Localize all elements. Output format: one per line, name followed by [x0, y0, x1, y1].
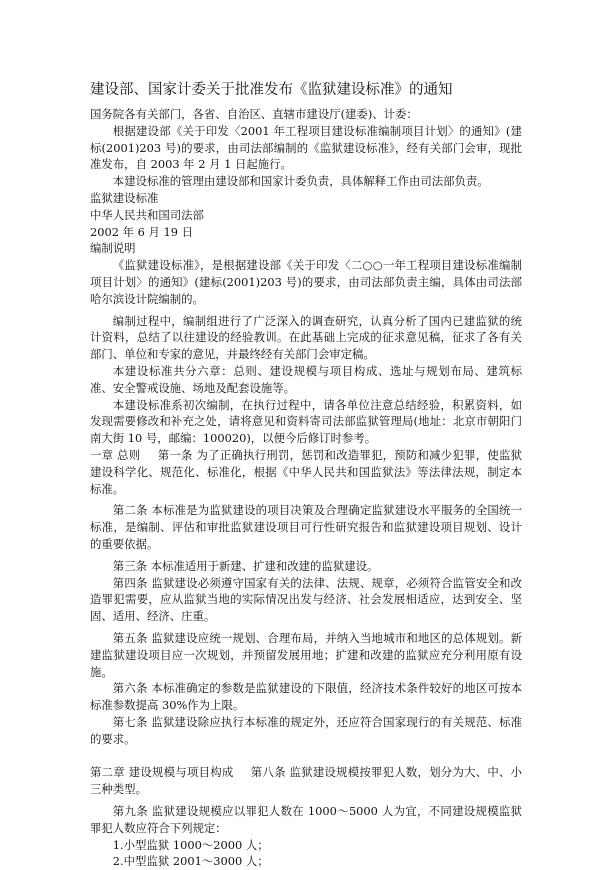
salutation: 国务院各有关部门，各省、自治区、直辖市建设厅(建委)、计委：: [90, 107, 418, 121]
list-item: 1.小型监狱 1000～2000 人；: [112, 837, 269, 852]
article-2: 第二条 本标准是为监狱建设的项目决策及合理确定监狱建设水平服务的全国统一标准，是编制、评估和审批监狱建设项目可行性研究报告和监狱建设项目规划、设计的重要依据。: [90, 503, 522, 551]
chapter-1-heading: 一章 总则: [90, 447, 141, 462]
notice-paragraph-1: 根据建设部《关于印发〈2001 年工程项目建设标准编制项目计划〉的通知》(建标(2001)203 号)的要求，由司法部编制的《监狱建设标准》，经有关部门会审，现批准发布，自 2003 年 2 月 1 日起施行。: [90, 123, 522, 172]
article-7: 第七条 监狱建设除应执行本标准的规定外，还应符合国家现行的有关规范、标准的要求。: [90, 714, 522, 746]
issue-date: 2002 年 6 月 19 日: [90, 224, 194, 239]
compilation-heading: 编制说明: [90, 241, 136, 256]
article-1: [90, 447, 522, 497]
article-1-text: 第一条 为了正确执行刑罚，惩罚和改造罪犯，预防和减少犯罪，使监狱建设科学化、规范化、标准化，根据《中华人民共和国监狱法》等法律法规，制定本标准。: [90, 447, 523, 496]
list-item: 2.中型监狱 2001～3000 人；: [112, 854, 269, 869]
document-title: 建设部、国家计委关于批准发布《监狱建设标准》的通知: [90, 82, 453, 98]
notice-paragraph-2: 本建设标准的管理由建设部和国家计委负责，具体解释工作由司法部负责。: [112, 174, 489, 189]
compilation-paragraph-3: 本建设标准共分六章：总则、建设规模与项目构成、选址与规划布局、建筑标准、安全警戒设施、场地及配套设施等。: [90, 363, 522, 395]
article-5: 第五条 监狱建设应统一规划、合理布局，并纳入当地城市和地区的总体规划。新建监狱建设项目应一次规划，并预留发展用地；扩建和改建的监狱应充分利用原有设施。: [90, 630, 522, 679]
article-8-text: 第八条 监狱建设规模按罪犯人数，划分为大、中、小三种类型。: [90, 765, 522, 797]
article-9: 第九条 监狱建设规模应以罪犯人数在 1000～5000 人为宜，不同建设规模监狱罪犯人数应符合下列规定：: [90, 804, 522, 835]
issuer: 中华人民共和国司法部: [90, 207, 204, 222]
compilation-paragraph-4: 本建设标准系初次编制，在执行过程中，请各单位注意总结经验，积累资料，如发现需要修改和补充之处，请将意见和资料寄司法部监狱管理局(地址：北京市朝阳门南大街 10 号，邮编：100020)，以便今后修订时参考。: [90, 397, 522, 446]
document-body: [90, 106, 522, 870]
compilation-paragraph-2: 编制过程中，编制组进行了广泛深入的调查研究，认真分析了国内已建监狱的统计资料，总结了以往建设的经验教训。在此基础上完成的征求意见稿，征求了各有关部门、单位和专家的意见，并最终经有关部门会审定稿。: [90, 313, 522, 362]
compilation-paragraph-1: 《监狱建设标准》，是根据建设部《关于印发〈二○○一年工程项目建设标准编制项目计划〉的通知》(建标(2001)203 号)的要求，由司法部负责主编，具体由司法部哈尔滨设计院编制的。: [90, 258, 522, 306]
article-8: [90, 764, 522, 798]
standard-name: 监狱建设标准: [90, 190, 159, 205]
chapter-2-heading: 第二章 建设规模与项目构成: [90, 765, 234, 780]
article-3: 第三条 本标准适用于新建、扩建和改建的监狱建设。: [112, 558, 379, 573]
article-4: 第四条 监狱建设必须遵守国家有关的法律、法规、规章，必须符合监管安全和改造罪犯需要，应从监狱当地的实际情况出发与经济、社会发展相适应，达到安全、坚固、适用、经济、庄重。: [90, 575, 522, 624]
article-6: 第六条 本标准确定的参数是监狱建设的下限值，经济技术条件较好的地区可按本标准参数提高 30%作为上限。: [90, 681, 522, 713]
